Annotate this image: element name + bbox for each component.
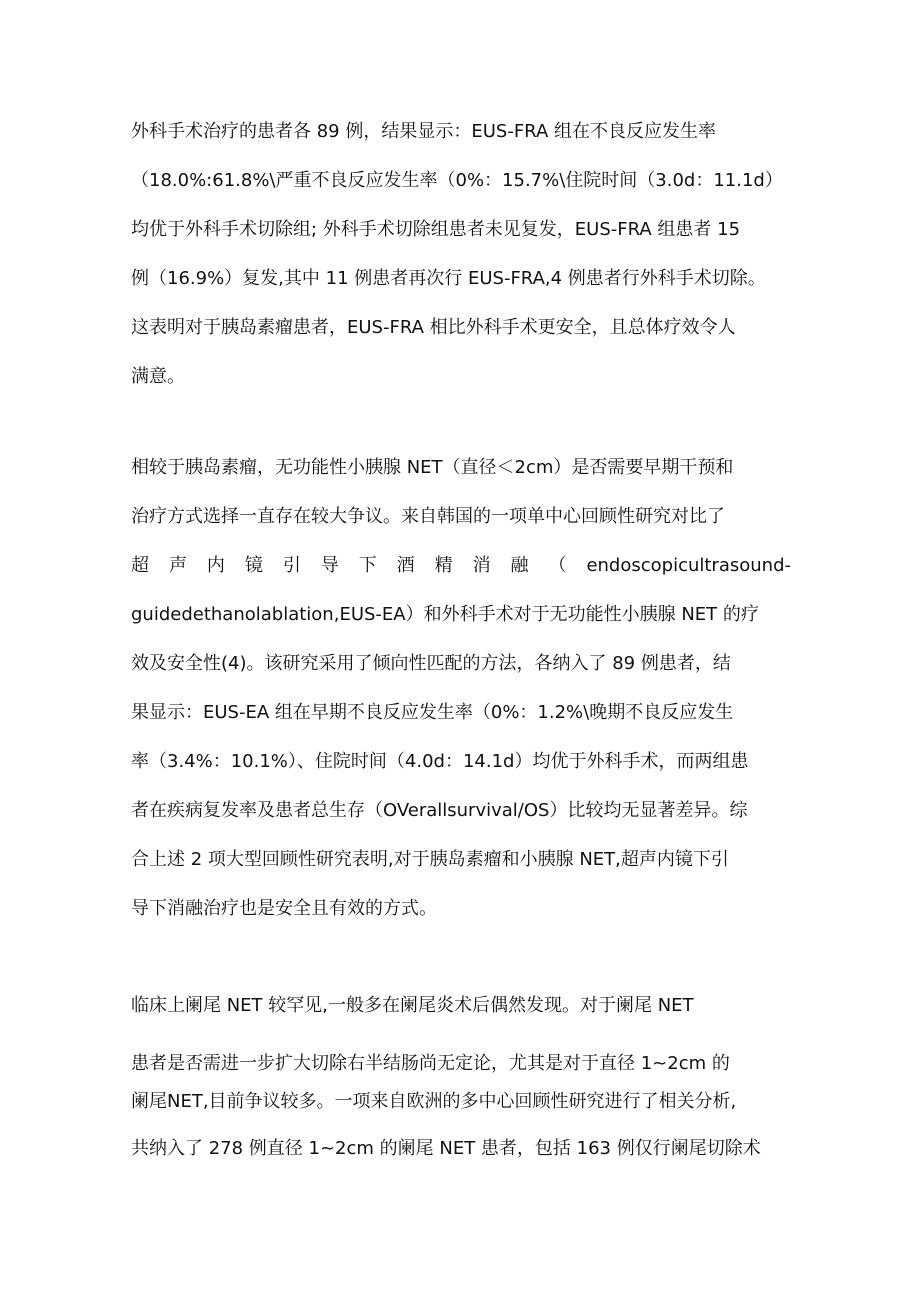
text-line: 率（3.4%：10.1%）、住院时间（4.0d：14.1d）均优于外科手术，而两组患 <box>131 751 749 772</box>
spread-char: 内 <box>206 555 225 576</box>
text-line: 例（16.9%）复发,其中 11 例患者再次行 EUS-FRA,4 例患者行外科手术切除。 <box>131 268 766 289</box>
text-line: 临床上阑尾 NET 较罕见,一般多在阑尾炎术后偶然发现。对于阑尾 NET <box>131 995 694 1016</box>
text-line: 这表明对于胰岛素瘤患者，EUS-FRA 相比外科手术更安全，且总体疗效令人 <box>131 317 736 338</box>
spread-char: 融 <box>510 555 529 576</box>
text-line: 合上述 2 项大型回顾性研究表明,对于胰岛素瘤和小胰腺 NET,超声内镜下引 <box>131 849 729 870</box>
text-line: 相较于胰岛素瘤，无功能性小胰腺 NET（直径＜2cm）是否需要早期干预和 <box>131 457 734 478</box>
spread-char: 下 <box>358 555 377 576</box>
text-line: 阑尾NET,目前争议较多。一项来自欧洲的多中心回顾性研究进行了相关分析, <box>131 1091 737 1112</box>
spread-char: 引 <box>282 555 301 576</box>
text-line: 者在疾病复发率及患者总生存（OVerallsurvival/OS）比较均无显著差异。综 <box>131 800 748 821</box>
spread-char: 超 <box>131 555 149 576</box>
text-line: 患者是否需进一步扩大切除右半结肠尚无定论，尤其是对于直径 1~2cm 的 <box>131 1053 730 1074</box>
text-line: guidedethanolablation,EUS-EA）和外科手术对于无功能性小胰腺 NET 的疗 <box>131 604 759 625</box>
text-line: 满意。 <box>131 366 185 387</box>
spread-char: （ <box>548 555 567 576</box>
spread-char: endoscopicultrasound- <box>586 555 791 576</box>
text-line: 治疗方式选择一直存在较大争议。来自韩国的一项单中心回顾性研究对比了 <box>131 506 725 527</box>
text-line: 果显示：EUS-EA 组在早期不良反应发生率（0%：1.2%\晚期不良反应发生 <box>131 702 734 723</box>
spread-char: 镜 <box>244 555 263 576</box>
spread-char: 酒 <box>396 555 415 576</box>
spread-char: 导 <box>320 555 339 576</box>
text-line-spread <box>131 554 791 578</box>
text-line: 外科手术治疗的患者各 89 例，结果显示：EUS-FRA 组在不良反应发生率 <box>131 121 716 142</box>
spread-char: 消 <box>472 555 491 576</box>
spread-char: 声 <box>168 555 187 576</box>
spread-char: 精 <box>434 555 453 576</box>
text-line: 导下消融治疗也是安全且有效的方式。 <box>131 898 437 919</box>
text-line: 效及安全性(4)。该研究采用了倾向性匹配的方法，各纳入了 89 例患者，结 <box>131 653 731 674</box>
text-line: （18.0%:61.8%\严重不良反应发生率（0%：15.7%\住院时间（3.0d：11.1d） <box>131 170 783 191</box>
text-line: 共纳入了 278 例直径 1~2cm 的阑尾 NET 患者，包括 163 例仅行阑尾切除术 <box>131 1138 761 1159</box>
text-line: 均优于外科手术切除组; 外科手术切除组患者未见复发，EUS-FRA 组患者 15 <box>131 219 741 240</box>
